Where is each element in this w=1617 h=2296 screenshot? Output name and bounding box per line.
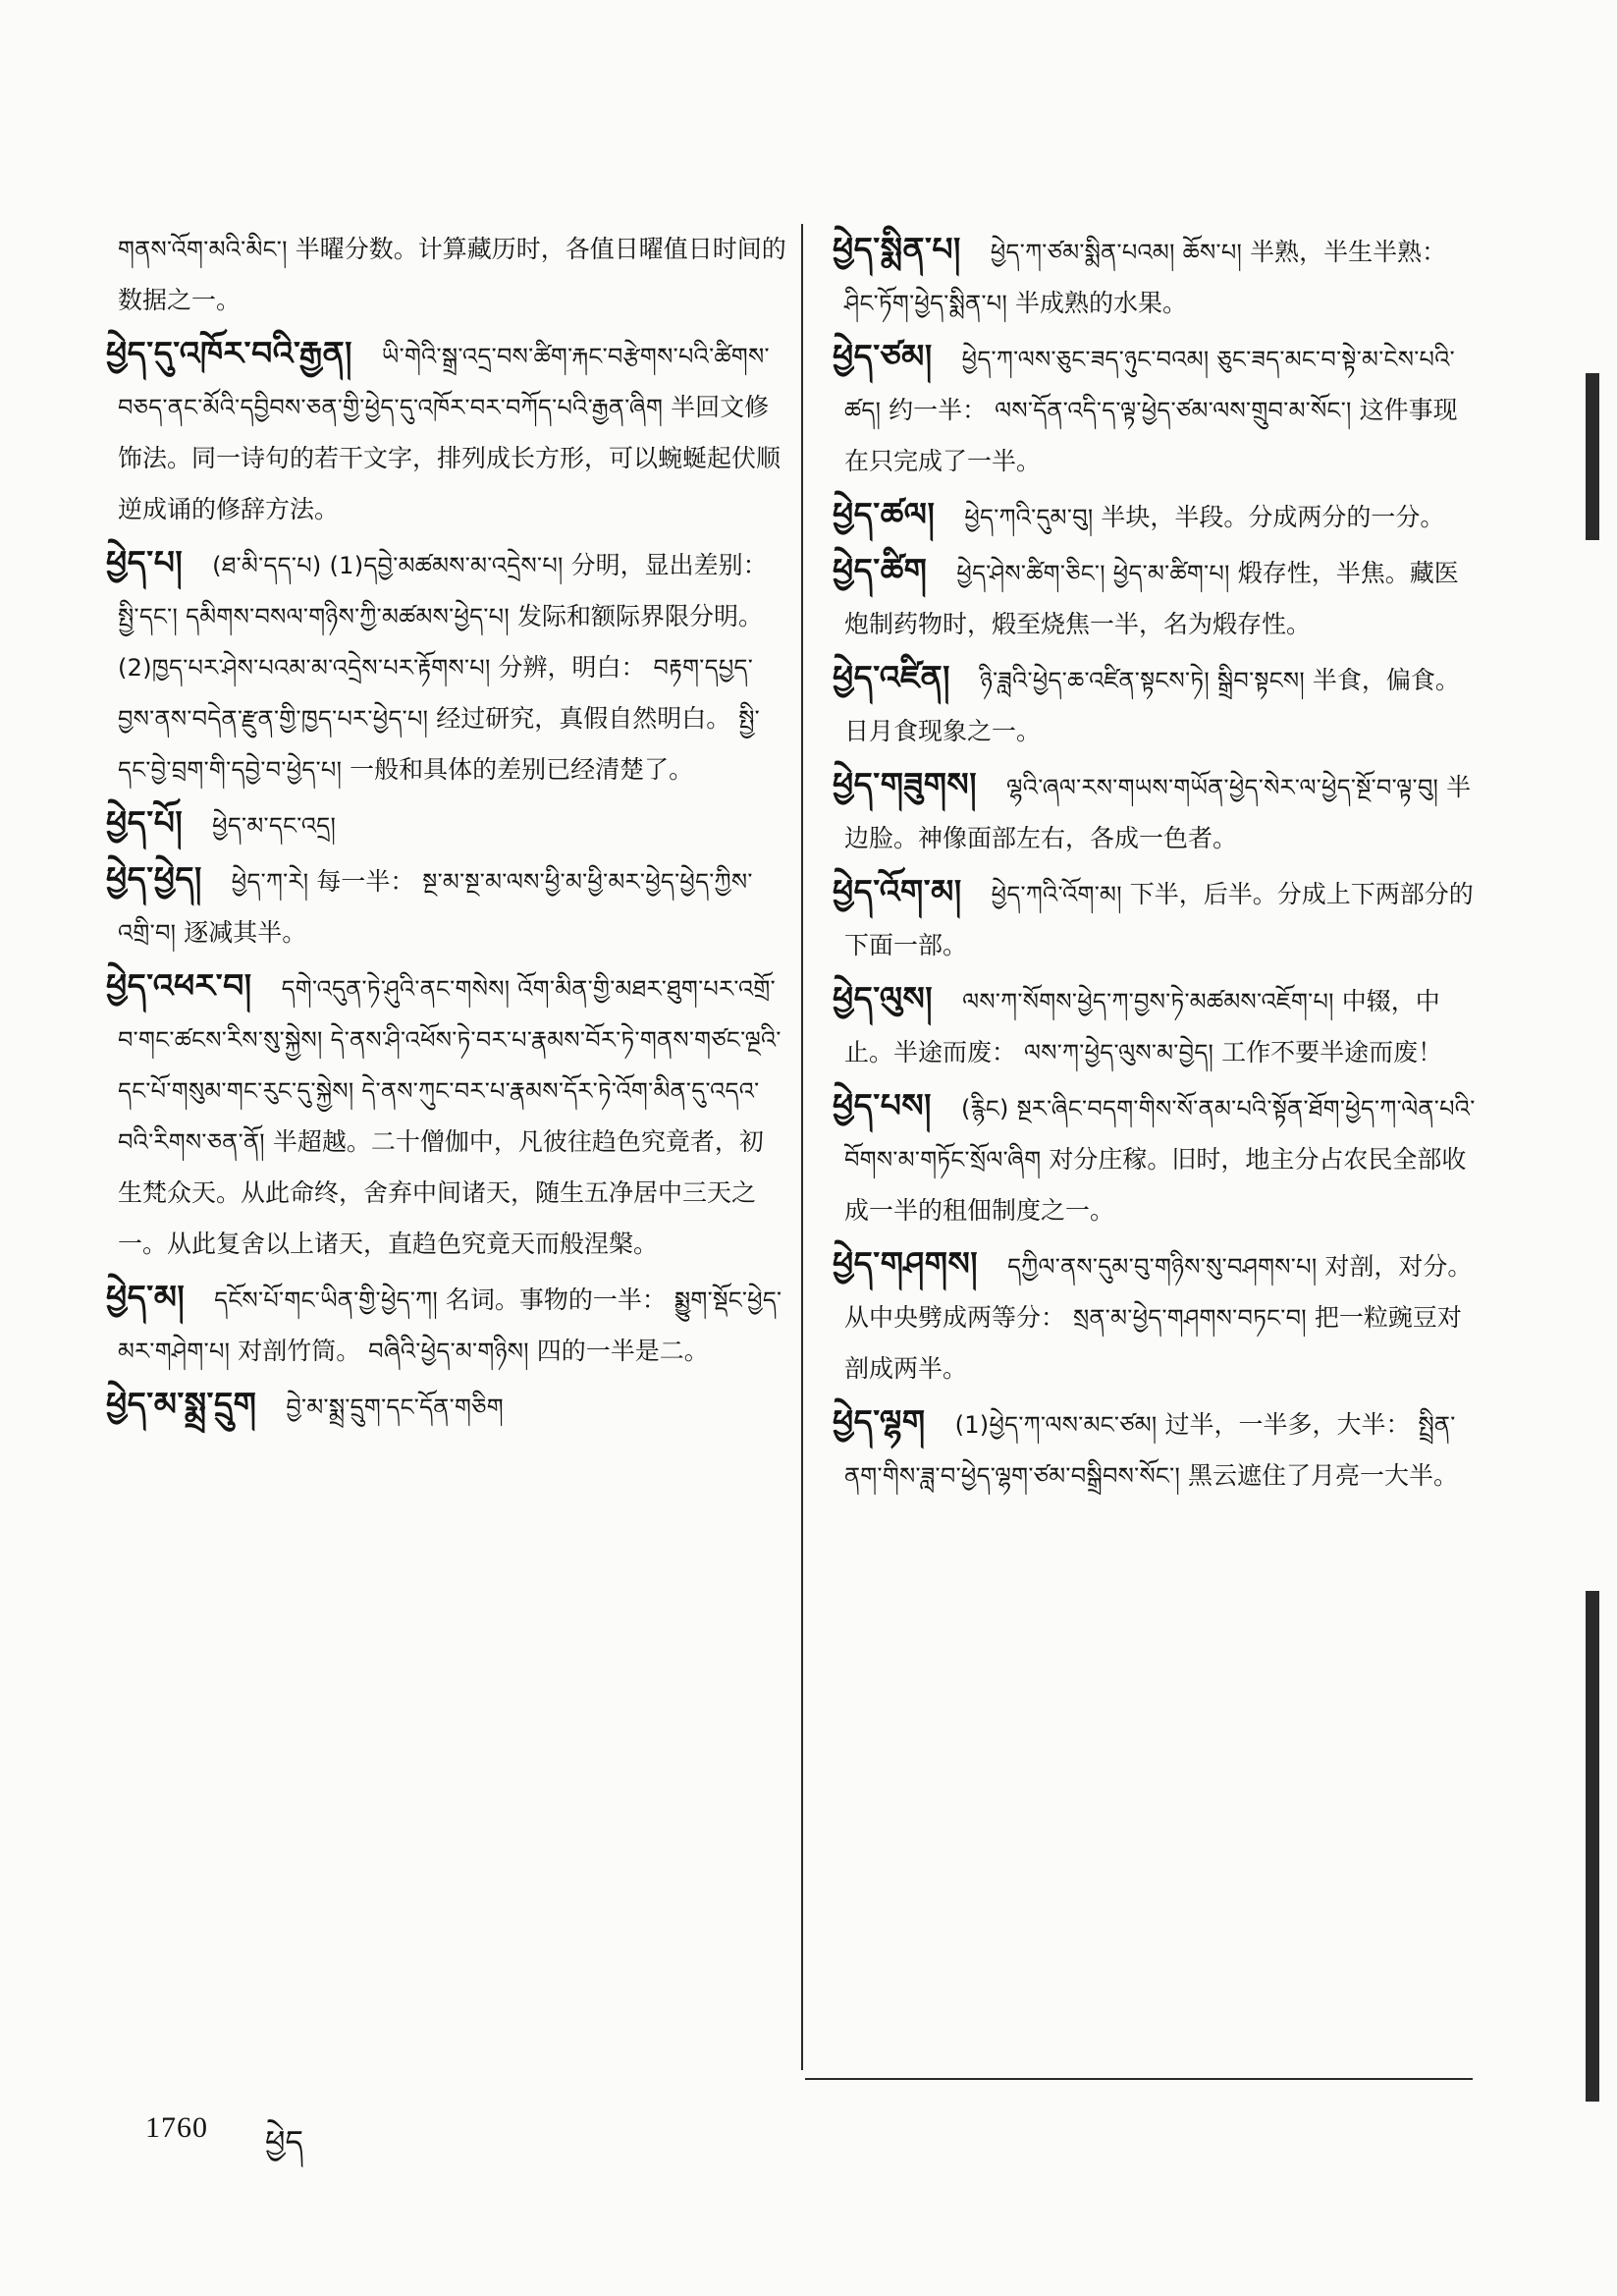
entry-chinese-text: 工作不要半途而废！ [1221,1038,1443,1066]
entry-tibetan-text: སྨྱུག་སྡོང་ཕྱེད་མར་གཤེག་པ། [118,1286,782,1365]
entry-chinese-text: 半回文修饰法。同一诗句的若干文字，排列成长方形，可以蜿蜒起伏顺逆成诵的修辞方法。 [118,393,782,523]
entry-chinese-text: 分辨，明白： [498,653,654,682]
dictionary-entry [833,489,1478,543]
entry-chinese-text: 约一半： [889,396,996,424]
entry-chinese-text: 中辍，中止。半途而废： [844,987,1440,1066]
entry-chinese-text: 对剖，对分。从中央劈成两等分： [844,1252,1473,1332]
entry-chinese-text: 半块，半段。分成两分的一分。 [1101,503,1445,531]
entry-tibetan-text: ཕྱེད་ཀ་ལས་ཅུང་ཟད་ཉུང་བའམ། ཅུང་ཟད་མང་བ་སྟེ་མ་ངེས་པའི་ཚད། [844,346,1455,424]
entry-headword: ཕྱེད་པ། [106,543,195,581]
entry-tibetan-text: ལས་ཀ་སོགས་ཕྱེད་ཀ་བྱས་ཏེ་མཚམས་འཇོག་པ། [962,988,1342,1015]
left-column [106,224,787,1435]
entry-chinese-text: 半超越。二十僧伽中，凡彼往趋色究竟者，初生梵众天。从此命终，舍弃中间诸天，随生五净居中三天之一。从此复舍以上诸天，直趋色究竟天而般涅槃。 [118,1127,764,1258]
entry-tibetan-text: ཉི་ཟླའི་ཕྱེད་ཆ་འཛིན་སྟངས་ཏེ། སྒྲིབ་སྟངས། [979,667,1313,694]
entry-headword: ཕྱེད་འཛིན། [833,658,962,696]
entry-chinese-text: 半成熟的水果。 [1015,289,1188,317]
entry-chinese-text: 半曜分数。计算藏历时，各值日曜值日时间的数据之一。 [118,235,786,314]
entry-chinese-text: 对剖竹筒。 [238,1337,369,1365]
entry-headword: ཕྱེད་ལྷག [833,1402,938,1441]
entry-tibetan-text: གནས་འོག་མའི་མིང་། [118,236,296,263]
entry-headword: ཕྱེད་མ་སྨྲ་དྲུག [106,1385,269,1423]
dictionary-entry [106,1272,787,1377]
column-divider [801,224,803,2070]
entry-tibetan-text: དགེ་འདུན་ཏེ་ཤུའི་ནང་གསེས། འོག་མིན་གྱི་མཐར་ཐུག་པར་འགྲོ་བ་གང་ཚངས་རིས་སུ་སྐྱེས། དེ་ནས་ཤི་འཕོས་ཏེ་བར་པ་རྣམས་བོར་ཏེ་གནས་གཙང་ལྔའི་དང་པོ་གསུམ་གང་རུང་དུ་སྐྱེས། དེ་ནས་ཀུང་བར་པ་རྣམས་དོར་ཏེ་འོག་མིན་དུ་འདའ་བའི་རིགས་ཅན་ནོ། [118,975,782,1156]
dictionary-entry [833,1238,1478,1394]
dictionary-entry [106,328,787,535]
entry-chinese-text: 把一粒豌豆对剖成两半。 [844,1303,1462,1383]
entry-tibetan-text: (རྙིང) སྔར་ཞིང་བདག་གིས་སོ་ནམ་པའི་སྟོན་ཐོག་ཕྱེད་ཀ་ལེན་པའི་བོགས་མ་གཏོང་སྲོལ་ཞིག [844,1095,1476,1174]
entry-chinese-text: 煅存性，半焦。藏医炮制药物时，煅至烧焦一半，名为煅存性。 [844,559,1459,638]
section-letter: ཕྱེད [265,2123,304,2160]
entry-chinese-text: 经过研究，真假自然明白。 [436,704,739,733]
dictionary-entry [833,1080,1478,1236]
entry-headword: ཕྱེད་གཤགས། [833,1244,991,1283]
dictionary-entry [833,973,1478,1078]
dictionary-entry [833,866,1478,971]
entry-tibetan-text: ཕྱེད་ཀའི་དུམ་བུ། [964,504,1102,531]
entry-chinese-text: 对分庄稼。旧时，地主分占农民全部收成一半的租佃制度之一。 [844,1145,1467,1225]
dictionary-entry [833,545,1478,650]
bottom-rule [805,2078,1473,2080]
entry-tibetan-text: དཀྱིལ་ནས་དུམ་བུ་གཉིས་སུ་བཤགས་པ། [1007,1253,1325,1281]
dictionary-entry [106,960,787,1270]
dictionary-entry [833,652,1478,757]
edge-mark [1586,1591,1599,2102]
entry-tibetan-text: ཡི་གེའི་སྒྲ་འདྲ་བས་ཚིག་རྐང་བརྩེགས་པའི་ཚིགས་བཅད་ནང་མོའི་དབྱིབས་ཅན་གྱི་ཕྱེད་དུ་འཁོར་བར་བཀོད་པའི་རྒྱན་ཞིག [118,343,770,421]
entry-tibetan-text: སྲན་མ་ཕྱེད་གཤགས་བཏང་བ། [1072,1304,1315,1332]
dictionary-entry [118,224,787,326]
entry-chinese-text: 发际和额际界限分明。 [516,602,763,630]
entry-headword: ཕྱེད་གཟུགས། [833,765,990,803]
entry-chinese-text: 这件事现在只完成了一半。 [844,396,1458,475]
entry-tibetan-text: ལས་དོན་འདི་ད་ལྟ་ཕྱེད་ཙམ་ལས་གྲུབ་མ་སོང་། [995,397,1360,424]
dictionary-entry [106,797,787,851]
entry-chinese-text: 半边脸。神像面部左右，各成一色者。 [844,773,1472,852]
entry-tibetan-text: ལས་ཀ་ཕྱེད་ལུས་མ་བྱེད། [1023,1039,1222,1066]
entry-tibetan-text: (2)ཁྱད་པར་ཤེས་པའམ་མ་འདྲེས་པར་རྟོགས་པ། [118,654,499,682]
entry-headword: ཕྱེད་ལུས། [833,979,945,1017]
entry-chinese-text: 一般和具体的差别已经清楚了。 [350,755,694,784]
dictionary-entry [106,1379,787,1433]
entry-chinese-text: 半食，偏食。日月食现象之一。 [844,666,1460,745]
entry-tibetan-text: བྱེ་མ་སྨྲ་དྲུག་དང་དོན་གཅིག [286,1394,504,1421]
entry-tibetan-text: སྤྱི་དང་བྱེ་བྲག་གི་དབྱེ་བ་ཕྱེད་པ། [118,705,761,784]
entry-tibetan-text: བཞིའི་ཕྱེད་མ་གཉིས། [368,1338,537,1365]
entry-headword: ཕྱེད་མ། [106,1278,197,1316]
entry-tibetan-text: སྔ་མ་སྔ་མ་ལས་ཕྱི་མ་ཕྱི་མར་ཕྱེད་ཕྱེད་ཀྱིས་འགྲི་བ། [118,868,753,947]
entry-tibetan-text: (1)ཕྱེད་ཀ་ལས་མང་ཙམ། [954,1411,1165,1439]
entry-headword: ཕྱེད་འོག་མ། [833,872,974,910]
entry-tibetan-text: བརྟག་དཔྱད་བྱས་ནས་བདེན་རྫུན་གྱི་ཁྱད་པར་ཕྱེད་པ། [118,654,754,733]
entry-chinese-text: 半熟，半生半熟： [1250,238,1447,266]
entry-tibetan-text: ཕྱེད་ཀ་ཙམ་སྨིན་པའམ། ཆོས་པ། [990,239,1251,266]
edge-mark [1586,373,1599,540]
entry-tibetan-text: ལྷའི་ཞལ་རས་གཡས་གཡོན་ཕྱེད་སེར་ལ་ཕྱེད་སྔོ་བ་ལྟ་བུ། [1006,774,1447,801]
entry-tibetan-text: ཤིང་ཏོག་ཕྱེད་སྨིན་པ། [844,290,1016,317]
entry-headword: ཕྱེད་པས། [833,1086,943,1124]
dictionary-entry [833,759,1478,864]
entry-tibetan-text: ཕྱེད་ཀ་རེ། [231,868,317,896]
dictionary-entry [833,224,1478,329]
entry-headword: ཕྱེད་སྨིན་པ། [833,230,973,268]
entry-chinese-text: 下半，后半。分成上下两部分的下面一部。 [844,880,1474,959]
entry-tibetan-text: སྤྲིན་ནག་གིས་ཟླ་བ་ཕྱེད་ལྷག་ཙམ་བསྒྲིབས་སོང་། [844,1411,1456,1490]
entry-chinese-text: 逐减其半。 [184,918,307,947]
dictionary-entry [833,331,1478,487]
entry-headword: ཕྱེད་ཙམ། [833,337,944,375]
dictionary-entry [833,1396,1478,1502]
entry-headword: ཕྱེད་ཚལ། [833,495,947,533]
right-column [833,224,1478,1503]
entry-chinese-text: 每一半： [316,867,423,896]
entry-tibetan-text: དངོས་པོ་གང་ཡིན་གྱི་ཕྱེད་ཀ། [214,1286,446,1314]
entry-tibetan-text: ཕྱེད་ཤེས་ཚིག་ཅིང་། ཕྱེད་མ་ཚིག་པ། [956,560,1238,587]
entry-headword: ཕྱེད་དུ་འཁོར་བའི་རྒྱན། [106,334,364,372]
entry-chinese-text: 名词。事物的一半： [445,1285,674,1314]
entry-chinese-text: 分明，显出差别： [570,551,768,579]
entry-tibetan-text: (ཐ་མི་དད་པ) (1)དབྱེ་མཚམས་མ་འདྲེས་པ། [212,552,571,579]
entry-headword: ཕྱེད་འཕར་བ། [106,966,264,1005]
entry-chinese-text: 黑云遮住了月亮一大半。 [1188,1461,1459,1490]
dictionary-entry [106,853,787,958]
entry-chinese-text: 四的一半是二。 [536,1337,709,1365]
entry-headword: ཕྱེད་ཚིག [833,551,940,589]
entry-tibetan-text: ཕྱེད་ཀའི་འོག་མ། [991,881,1130,908]
entry-headword: ཕྱེད་པོ། [106,803,195,842]
dictionary-entry [106,537,787,795]
page-number: 1760 [145,2111,208,2144]
entry-headword: ཕྱེད་ཕྱེད། [106,859,214,898]
entry-chinese-text: 过半，一半多，大半： [1164,1410,1419,1439]
entry-tibetan-text: ཕྱེད་མ་དང་འདྲ། [212,812,337,840]
entry-tibetan-text: སྤྱི་དང་། དམིགས་བསལ་གཉིས་ཀྱི་མཚམས་ཕྱེད་པ། [118,603,517,630]
